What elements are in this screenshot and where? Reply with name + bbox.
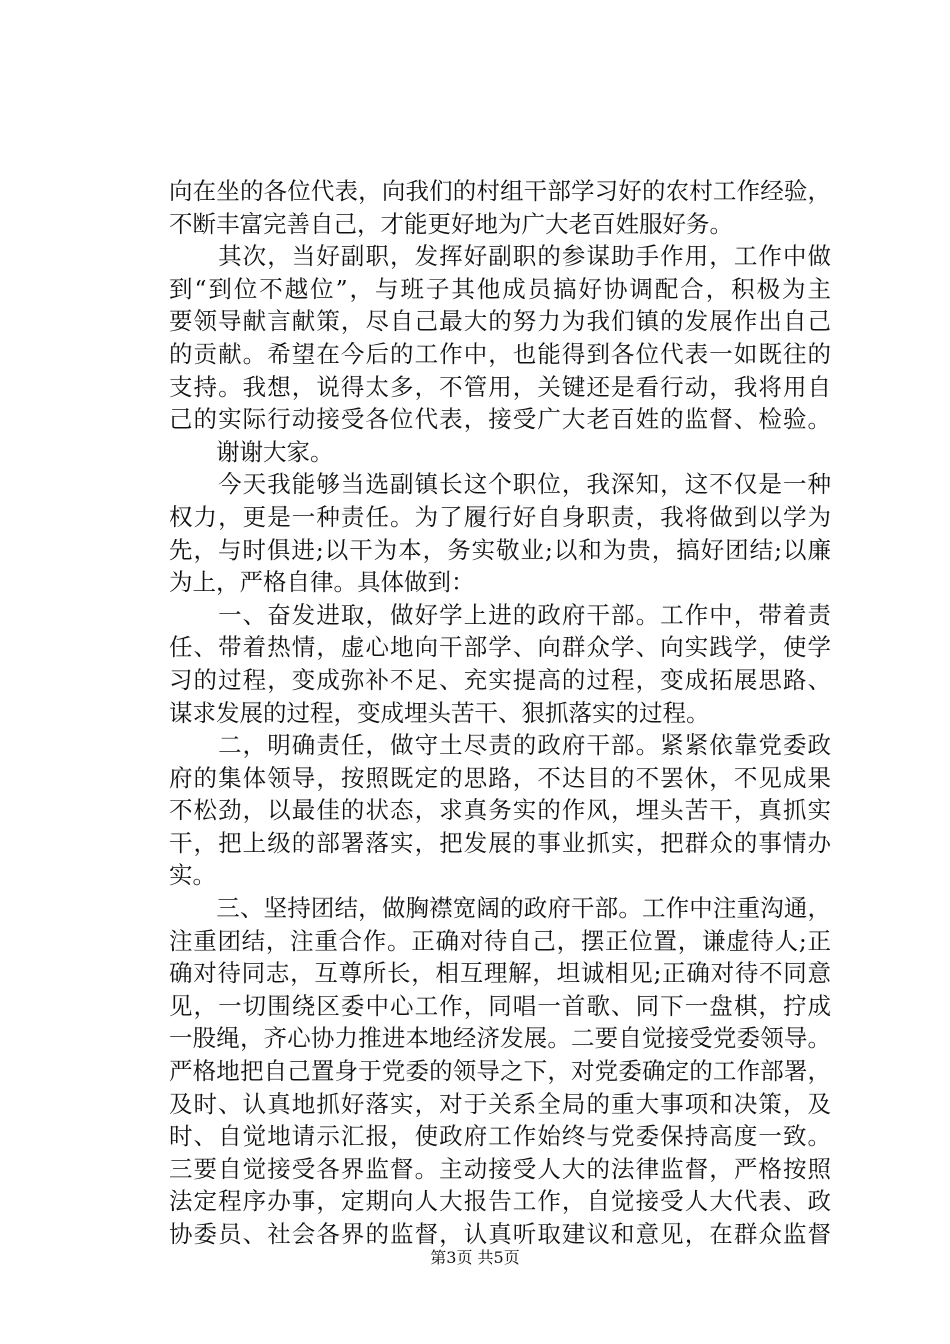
text-line: 不断丰富完善自己，才能更好地为广大老百姓服好务。 [169,209,733,238]
text-line: 注重团结，注重合作。正确对待自己，摆正位置，谦虚待人;正 [169,926,831,955]
text-line: 时、自觉地请示汇报，使政府工作始终与党委保持高度一致。 [169,1122,831,1151]
text-line: 实。 [169,861,216,890]
text-line: 到“到位不越位”，与班子其他成员搞好协调配合，积极为主 [169,274,831,303]
text-line: 严格地把自己置身于党委的领导之下，对党委确定的工作部署， [169,1057,831,1086]
document-body [169,175,831,1251]
text-line: 权力，更是一种责任。为了履行好自身职责，我将做到以学为 [169,502,831,531]
text-line: 今天我能够当选副镇长这个职位，我深知，这不仅是一种 [169,470,831,499]
text-line: 习的过程，变成弥补不足、充实提高的过程，变成拓展思路、 [169,665,831,694]
text-line: 法定程序办事，定期向人大报告工作，自觉接受人大代表、政 [169,1187,831,1216]
text-line: 任、带着热情，虚心地向干部学、向群众学、向实践学，使学 [169,633,831,662]
text-line: 一、奋发进取，做好学上进的政府干部。工作中，带着责 [169,600,831,629]
text-line: 支持。我想，说得太多，不管用，关键还是看行动，我将用自 [169,372,831,401]
text-line: 见，一切围绕区委中心工作，同唱一首歌、同下一盘棋，拧成 [169,991,831,1020]
text-line: 其次，当好副职，发挥好副职的参谋助手作用，工作中做 [169,242,831,271]
text-line: 一股绳，齐心协力推进本地经济发展。二要自觉接受党委领导。 [169,1024,831,1053]
text-line: 不松劲，以最佳的状态，求真务实的作风，埋头苦干，真抓实 [169,796,831,825]
text-line: 谋求发展的过程，变成埋头苦干、狠抓落实的过程。 [169,698,710,727]
text-line: 及时、认真地抓好落实，对于关系全局的重大事项和决策，及 [169,1089,831,1118]
text-line: 要领导献言献策，尽自己最大的努力为我们镇的发展作出自己 [169,307,831,336]
text-line: 确对待同志，互尊所长，相互理解，坦诚相见;正确对待不同意 [169,959,831,988]
text-line: 的贡献。希望在今后的工作中，也能得到各位代表一如既往的 [169,339,831,368]
text-line: 向在坐的各位代表，向我们的村组干部学习好的农村工作经验， [169,177,831,205]
text-line: 为上，严格自律。具体做到： [169,568,475,597]
page-number-label: 第3页 共5页 [430,1248,520,1267]
text-line: 协委员、社会各界的监督，认真听取建议和意见，在群众监督 [169,1220,831,1248]
text-line: 己的实际行动接受各位代表，接受广大老百姓的监督、检验。 [169,405,831,434]
text-line: 二，明确责任，做守土尽责的政府干部。紧紧依靠党委政 [169,731,831,760]
text-line: 府的集体领导，按照既定的思路，不达目的不罢休，不见成果 [169,763,831,792]
page-footer [0,1247,950,1269]
text-line: 三、坚持团结，做胸襟宽阔的政府干部。工作中注重沟通， [169,894,831,923]
text-line: 谢谢大家。 [169,437,334,466]
text-line: 先，与时俱进;以干为本，务实敬业;以和为贵，搞好团结;以廉 [169,535,831,564]
text-line: 三要自觉接受各界监督。主动接受人大的法律监督，严格按照 [169,1154,831,1183]
text-line: 干，把上级的部署落实，把发展的事业抓实，把群众的事情办 [169,828,831,857]
